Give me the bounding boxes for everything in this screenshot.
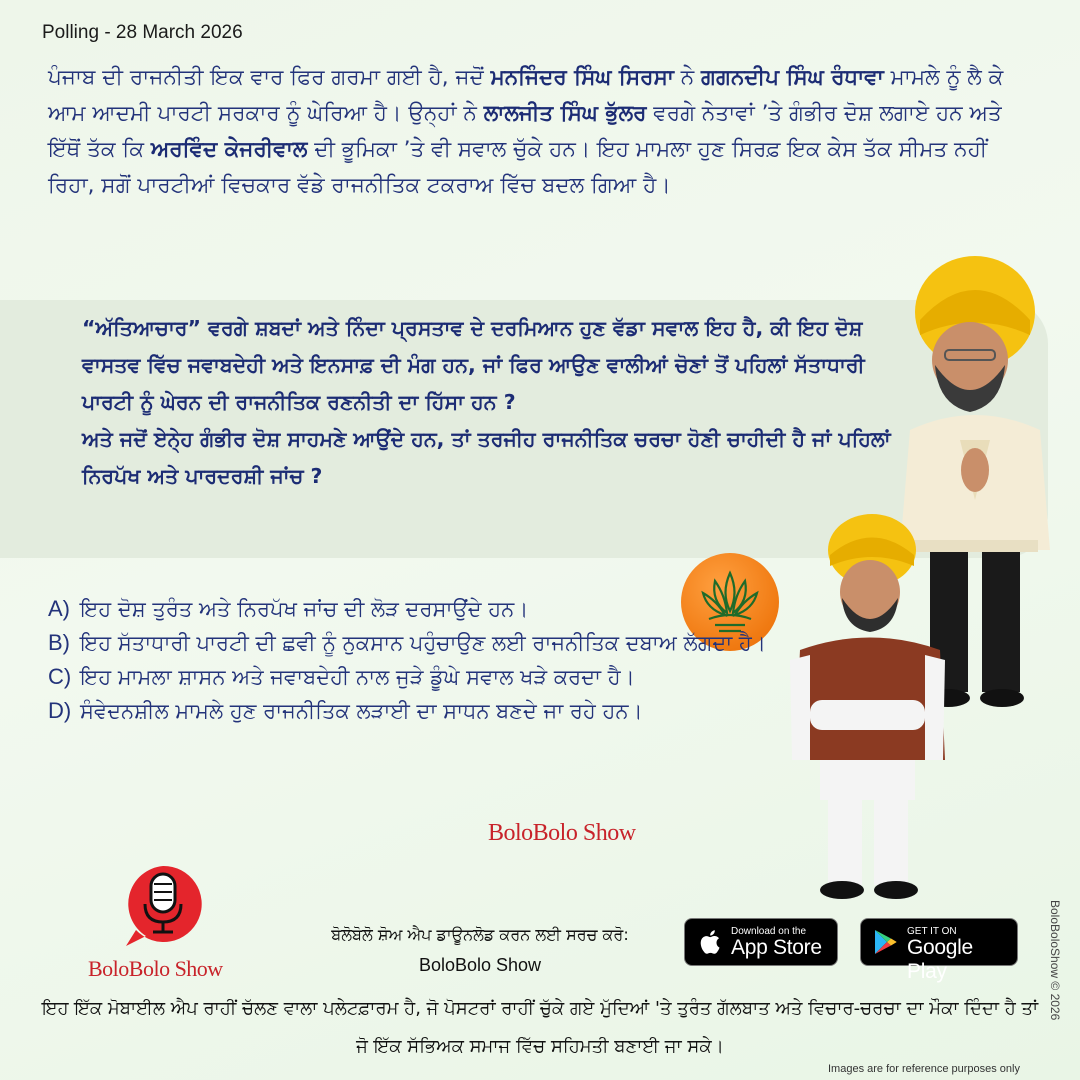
poll-option-c[interactable] — [48, 660, 788, 694]
option-text: ਸੰਵੇਦਨਸ਼ੀਲ ਮਾਮਲੇ ਹੁਣ ਰਾਜਨੀਤਿਕ ਲੜਾਈ ਦਾ ਸਾਧਨ ਬਣਦੇ ਜਾ ਰਹੇ ਹਨ। — [80, 699, 643, 723]
option-text: ਇਹ ਦੋਸ਼ ਤੁਰੰਤ ਅਤੇ ਨਿਰਪੱਖ ਜਾਂਚ ਦੀ ਲੋੜ ਦਰਸਾਉਂਦੇ ਹਨ। — [80, 597, 529, 621]
name-arvind-kejriwal: ਅਰਵਿੰਦ ਕੇਜਰੀਵਾਲ — [150, 137, 308, 162]
intro-text: ਵਰਗੇ ਨੇਤਾਵਾਂ ’ਤੇ ਗੰਭੀਰ ਦੋਸ਼ ਲਗਾਏ ਹਨ ਅਤੇ ਇੱਥੋਂ ਤੱਕ ਕਿ — [48, 101, 1002, 162]
question-line-1: “ਅੱਤਿਆਚਾਰ” ਵਰਗੇ ਸ਼ਬਦਾਂ ਅਤੇ ਨਿੰਦਾ ਪ੍ਰਸਤਾਵ ਦੇ ਦਰਮਿਆਨ ਹੁਣ ਵੱਡਾ ਸਵਾਲ ਇਹ ਹੈ, ਕੀ ਇਹ ਦੋਸ਼ ਵਾਸਤਵ ਵਿੱਚ ਜਵਾਬਦੇਹੀ ਅਤੇ ਇਨਸਾਫ਼ ਦੀ ਮੰਗ ਹਨ, ਜਾਂ ਫਿਰ ਆਉਣ ਵਾਲੀਆਂ ਚੋਣਾਂ ਤੋਂ ਪਹਿਲਾਂ ਸੱਤਾਧਾਰੀ ਪਾਰਟੀ ਨੂੰ ਘੇਰਨ ਦੀ ਰਾਜਨੀਤਿਕ ਰਣਨੀਤੀ ਦਾ ਹਿੱਸਾ ਹਨ ? — [82, 316, 865, 414]
brand-logo-text: BoloBolo Show — [88, 956, 223, 981]
app-store-button[interactable] — [684, 918, 838, 966]
option-letter: A) — [48, 596, 70, 621]
intro-paragraph — [48, 60, 1038, 204]
option-text: ਇਹ ਸੱਤਾਧਾਰੀ ਪਾਰਟੀ ਦੀ ਛਵੀ ਨੂੰ ਨੁਕਸਾਨ ਪਹੁੰਚਾਉਣ ਲਈ ਰਾਜਨੀਤਿਕ ਦਬਾਅ ਲੱਗਦਾ ਹੈ। — [80, 631, 766, 655]
gplay-small-text: GET IT ON — [907, 926, 957, 937]
image-disclaimer: Images are for reference purposes only — [828, 1063, 1020, 1075]
poll-options — [48, 592, 788, 728]
download-instructions — [290, 920, 670, 980]
platform-description: ਇਹ ਇੱਕ ਮੋਬਾਈਲ ਐਪ ਰਾਹੀਂ ਚੱਲਣ ਵਾਲਾ ਪਲੇਟਫ਼ਾਰਮ ਹੈ, ਜੋ ਪੋਸਟਰਾਂ ਰਾਹੀਂ ਚੁੱਕੇ ਗਏ ਮੁੱਦਿਆਂ 'ਤੇ ਤੁਰੰਤ ਗੱਲਬਾਤ ਅਤੇ ਵਿਚਾਰ-ਚਰਚਾ ਦਾ ਮੌਕਾ ਦਿੰਦਾ ਹੈ ਤਾਂ ਜੋ ਇੱਕ ਸੱਭਿਅਕ ਸਮਾਜ ਵਿੱਚ ਸਹਿਮਤੀ ਬਣਾਈ ਜਾ ਸਕੇ। — [41, 998, 1039, 1057]
gplay-big-text: Google Play — [907, 936, 973, 983]
poll-option-b[interactable] — [48, 626, 788, 660]
download-instruction-text: ਬੋਲੋਬੋਲੋ ਸ਼ੋਅ ਐਪ ਡਾਊਨਲੋਡ ਕਰਨ ਲਈ ਸਰਚ ਕਰੋ: — [331, 925, 629, 944]
option-letter: B) — [48, 630, 70, 655]
poll-option-a[interactable] — [48, 592, 788, 626]
appstore-small-text: Download on the — [731, 926, 807, 937]
name-gagandeep-singh-randhawa: ਗਗਨਦੀਪ ਸਿੰਘ ਰੰਧਾਵਾ — [701, 65, 884, 90]
politician-illustration-2 — [780, 510, 955, 910]
appstore-big-text: App Store — [731, 936, 822, 959]
name-laljit-singh-bhullar: ਲਾਲਜੀਤ ਸਿੰਘ ਭੁੱਲਰ — [483, 101, 647, 126]
option-text: ਇਹ ਮਾਮਲਾ ਸ਼ਾਸਨ ਅਤੇ ਜਵਾਬਦੇਹੀ ਨਾਲ ਜੁੜੇ ਡੂੰਘੇ ਸਵਾਲ ਖੜੇ ਕਰਦਾ ਹੈ। — [80, 665, 635, 689]
microphone-icon — [118, 860, 208, 950]
option-letter: D) — [48, 698, 72, 723]
option-letter: C) — [48, 664, 72, 689]
copyright-text: BoloBoloShow © 2026 — [1048, 900, 1062, 1021]
name-manjinder-singh-sirsa: ਮਨਜਿੰਦਰ ਸਿੰਘ ਸਿਰਸਾ — [490, 65, 674, 90]
download-app-name: BoloBolo Show — [418, 955, 542, 975]
google-play-icon — [873, 929, 897, 955]
google-play-button[interactable] — [860, 918, 1018, 983]
intro-text: ਪੰਜਾਬ ਦੀ ਰਾਜਨੀਤੀ ਇਕ ਵਾਰ ਫਿਰ ਗਰਮਾ ਗਈ ਹੈ, ਜਦੋਂ — [48, 65, 491, 90]
copyright-vertical — [1046, 900, 1066, 1050]
intro-text: ਮਾਮਲੇ ਨੂੰ ਲੈ ਕੇ ਆਮ ਆਦਮੀ ਪਾਰਟੀ ਸਰਕਾਰ ਨੂੰ ਘੇਰਿਆ ਹੈ। ਉਨ੍ਹਾਂ ਨੇ — [48, 65, 1004, 126]
poll-question — [82, 310, 902, 495]
brand-watermark: BoloBolo Show — [488, 820, 636, 846]
poll-option-d[interactable] — [48, 694, 788, 728]
intro-text: ਦੀ ਭੂਮਿਕਾ ’ਤੇ ਵੀ ਸਵਾਲ ਚੁੱਕੇ ਹਨ। ਇਹ ਮਾਮਲਾ ਹੁਣ ਸਿਰਫ਼ ਇਕ ਕੇਸ ਤੱਕ ਸੀਮਤ ਨਹੀਂ ਰਿਹਾ, ਸਗੋਂ ਪਾਰਟੀਆਂ ਵਿਚਕਾਰ ਵੱਡੇ ਰਾਜਨੀਤਿਕ ਟਕਰਾਅ ਵਿੱਚ ਬਦਲ ਗਿਆ ਹੈ। — [48, 137, 988, 198]
apple-icon — [697, 928, 721, 956]
question-line-2: ਅਤੇ ਜਦੋਂ ਏਨੇ੍ਹ ਗੰਭੀਰ ਦੋਸ਼ ਸਾਹਮਣੇ ਆਉਂਦੇ ਹਨ, ਤਾਂ ਤਰਜੀਹ ਰਾਜਨੀਤਿਕ ਚਰਚਾ ਹੋਣੀ ਚਾਹੀਦੀ ਹੈ ਜਾਂ ਪਹਿਲਾਂ ਨਿਰਪੱਖ ਅਤੇ ਪਾਰਦਰਸ਼ੀ ਜਾਂਚ ? — [82, 427, 891, 488]
intro-text: ਨੇ — [673, 65, 702, 90]
poll-date-label: Polling - 28 March 2026 — [42, 22, 243, 43]
